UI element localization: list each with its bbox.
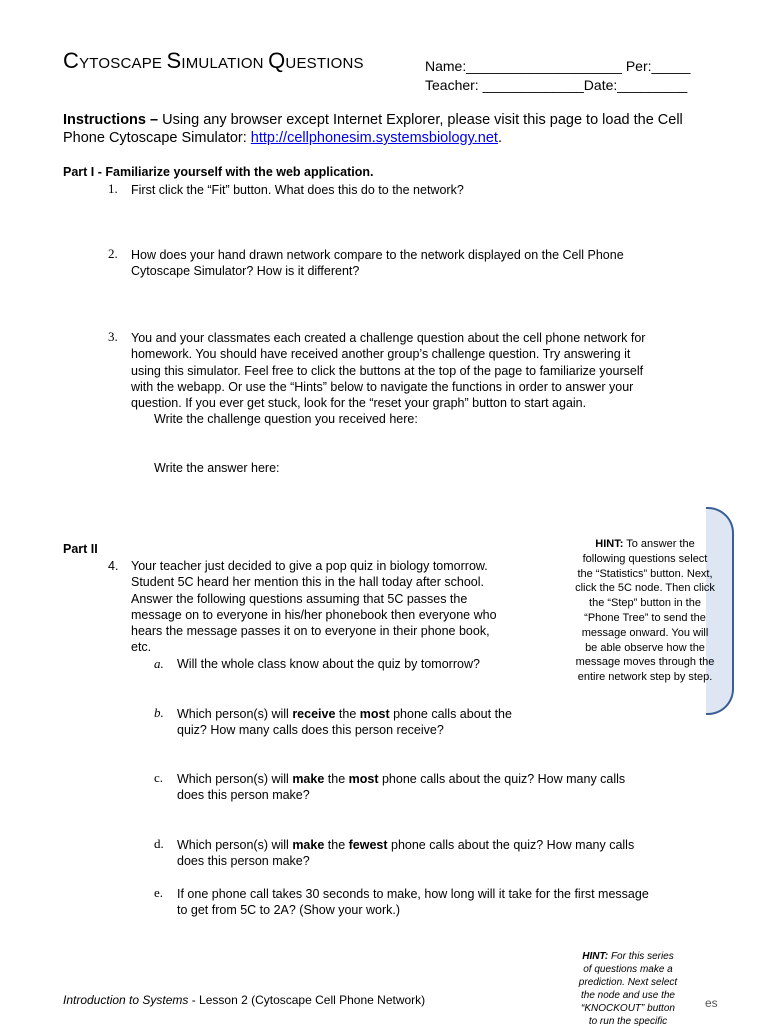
simulator-link[interactable]: http://cellphonesim.systemsbiology.net (250, 130, 498, 146)
footer-edge-text: es (705, 996, 718, 1010)
hint-statistics: HINT: To answer the following questions select the “Statistics” button. Next, click the 5C node. Then click the “Step” button in the “Phone Tree” to send the message onward. You will be able observe how the message moves through the entire network step by step. (575, 538, 715, 684)
part1-title: Part I - Familiarize yourself with the web application. (63, 165, 374, 179)
instructions-lead: Instructions – (63, 112, 159, 128)
write-question-prompt: Write the challenge question you received here: (154, 412, 418, 426)
q1-number: 1. (108, 181, 118, 196)
q4d-text: Which person(s) will make the fewest phone calls about the quiz? How many calls does this person make? (177, 838, 635, 869)
q4-number: 4. (108, 559, 119, 573)
q2-text: How does your hand drawn network compare to the network displayed on the Cell Phone Cytoscape Simulator? How is it different? (131, 248, 624, 279)
q4b-letter: b. (154, 705, 164, 720)
q3-text: You and your classmates each created a challenge question about the cell phone network for homework. You should have received another group’s challenge question. Try answering it using this simulator. Feel free to click the buttons at the top of the page to familiarize yourself with the webapp. Or use the “Hints” below to navigate the functions in order to answer your question. If you ever get stuck, look for the “reset your graph” button to start again. (131, 331, 646, 411)
q4d-letter: d. (154, 836, 164, 851)
q4a-text: Will the whole class know about the quiz by tomorrow? (177, 657, 480, 671)
q2-number: 2. (108, 246, 118, 261)
q4-text: Your teacher just decided to give a pop quiz in biology tomorrow. Student 5C heard her mention this in the hall today after school. Answer the following questions assuming that 5C passes the message on to everyone in his/her phonebook then everyone who hears the message passes it on to everyone in their phone book, etc. (131, 559, 497, 655)
q4e-text: If one phone call takes 30 seconds to make, how long will it take for the first message to get from 5C to 2A? (Show your work.) (177, 887, 649, 918)
part2-title: Part II (63, 542, 98, 556)
q4c-text: Which person(s) will make the most phone calls about the quiz? How many calls does this person make? (177, 772, 626, 803)
q4a-letter: a. (154, 656, 164, 671)
q4b-text: Which person(s) will receive the most phone calls about the quiz? How many calls does this person receive? (177, 707, 512, 738)
name-per-field[interactable]: Name:____________________ Per:_____ (425, 58, 691, 74)
footer: Introduction to Systems - Lesson 2 (Cytoscape Cell Phone Network) (63, 993, 426, 1007)
write-answer-prompt: Write the answer here: (154, 461, 280, 475)
hint-knockout: HINT: For this series of questions make a prediction. Next select the node and use the “KNOCKOUT” button to run the specific (578, 951, 678, 1027)
page-title: CYTOSCAPE SIMULATION QUESTIONS (63, 48, 364, 73)
teacher-date-field[interactable]: Teacher: _____________Date:_________ (425, 77, 688, 93)
q4e-letter: e. (154, 885, 164, 900)
instructions: Instructions – Using any browser except Internet Explorer, please visit this page to load the Cell Phone Cytoscape Simulator: http://cellphonesim.systemsbiology.net. (63, 112, 683, 146)
q3-number: 3. (108, 329, 118, 344)
q4c-letter: c. (154, 770, 164, 785)
q1-text: First click the “Fit” button. What does this do to the network? (131, 183, 464, 197)
